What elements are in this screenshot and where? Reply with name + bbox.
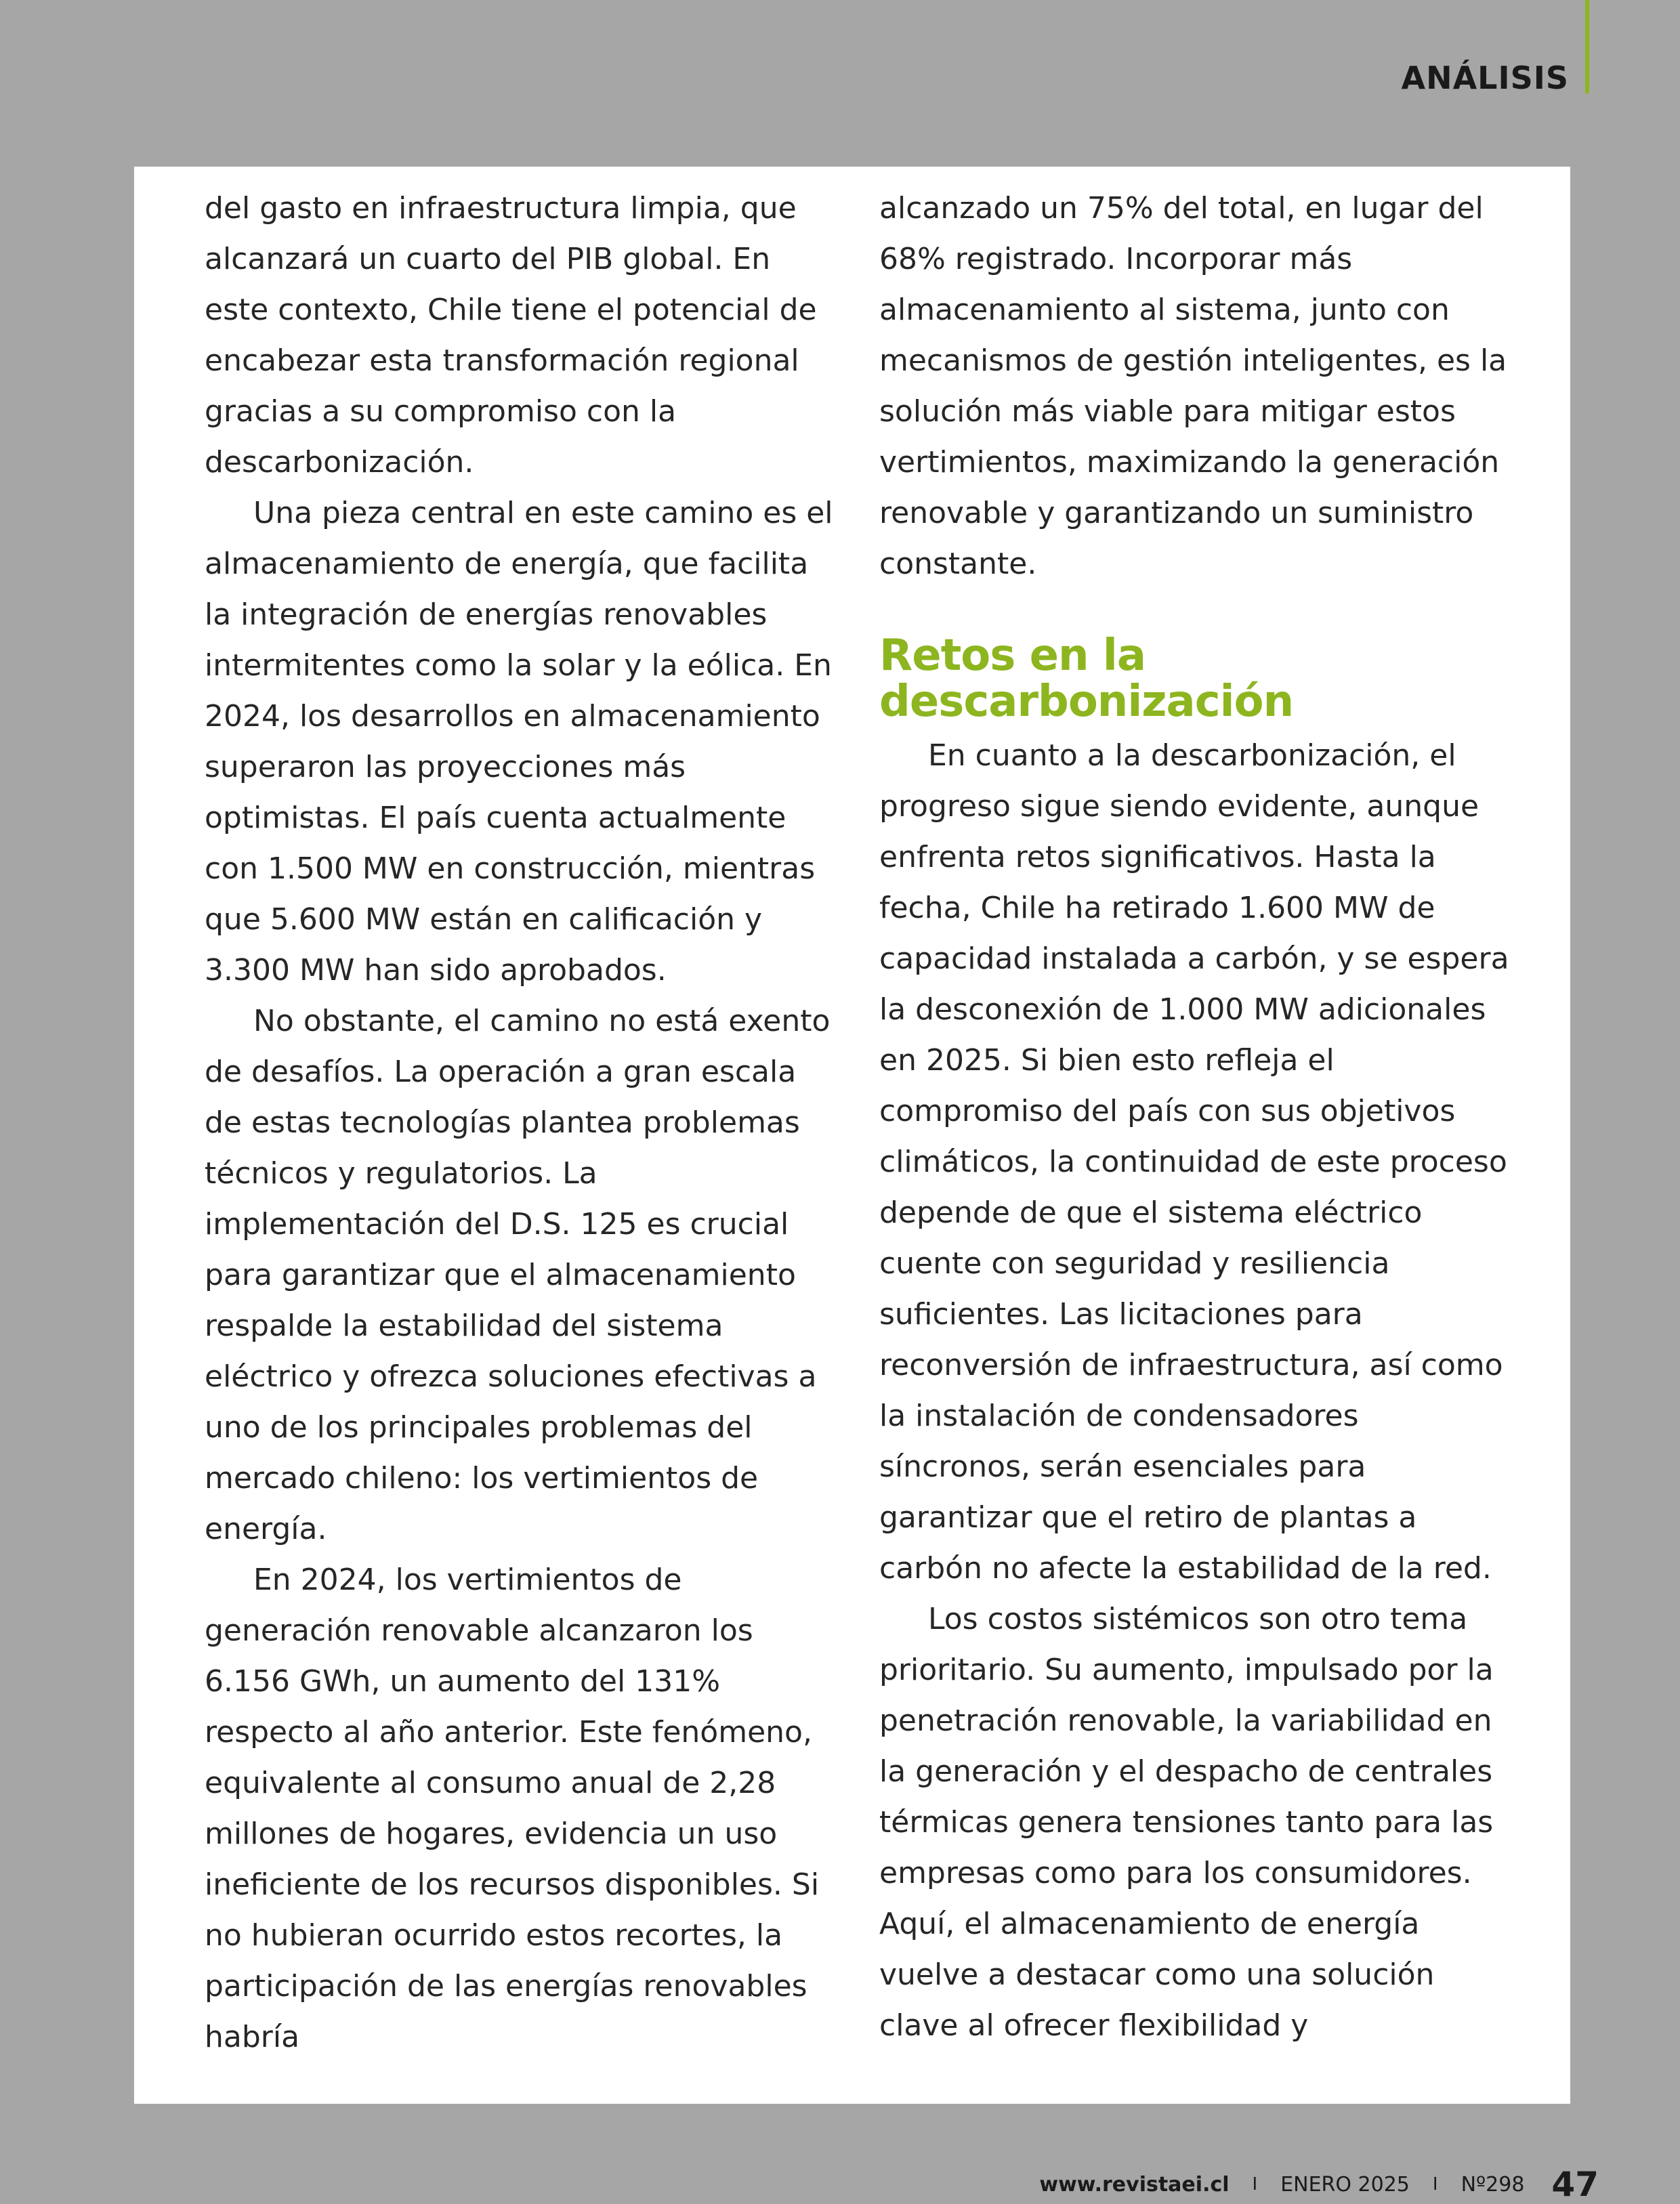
section-accent-bar <box>1585 0 1589 93</box>
paragraph: Una pieza central en este camino es el almacenamiento de energía, que facilita la integración de energías renovables intermitentes como la solar y la eólica. En 2024, los desarrollos en almacenamiento superaron las proyecciones más optimistas. El país cuenta actualmente con 1.500 MW en construcción, mientras que 5.600 MW están en calificación y 3.300 MW han sido aprobados. <box>205 496 833 988</box>
paragraph: del gasto en infraestructura limpia, que alcanzará un cuarto del PIB global. En este contexto, Chile tiene el potencial de encabezar esta transformación regional gracias a su compromiso con la descarbonización. <box>205 191 817 480</box>
article-panel <box>134 167 1570 2104</box>
section-heading <box>879 633 1513 725</box>
paragraph: Los costos sistémicos son otro tema prioritario. Su aumento, impulsado por la penetración renovable, la variabilidad en la generación y el despacho de centrales térmicas genera tensiones tanto para las empresas como para los consumidores. Aquí, el almacenamiento de energía vuelve a destacar como una solución clave al ofrecer flexibilidad y <box>879 1602 1494 2043</box>
paragraph: En 2024, los vertimientos de generación renovable alcanzaron los 6.156 GWh, un aumento del 131% respecto al año anterior. Este fenómeno, equivalente al consumo anual de 2,28 millones de hogares, evidencia un uso ineficiente de los recursos disponibles. Si no hubieran ocurrido estos recortes, la participación de las energías renovables habría <box>205 1563 820 2054</box>
footer-separator: I <box>1432 2174 1438 2195</box>
paragraph: No obstante, el camino no está exento de desafíos. La operación a gran escala de estas tecnologías plantea problemas técnicos y regulatorios. La implementación del D.S. 125 es crucial para garantizar que el almacenamiento respalde la estabilidad del sistema eléctrico y ofrezca soluciones efectivas a uno de los principales problemas del mercado chileno: los vertimientos de energía. <box>205 1004 831 1546</box>
website-link[interactable]: www.revistaei.cl <box>1039 2172 1230 2197</box>
article-column-left <box>205 183 835 2062</box>
paragraph: alcanzado un 75% del total, en lugar del 68% registrado. Incorporar más almacenamiento al sistema, junto con mecanismos de gestión inteligentes, es la solución más viable para mitigar estos vertimientos, maximizando la generación renovable y garantizando un suministro constante. <box>879 191 1507 581</box>
page-footer <box>1039 2165 1599 2204</box>
issue-number: Nº298 <box>1461 2172 1525 2197</box>
article-column-right <box>879 183 1513 2051</box>
issue-date: ENERO 2025 <box>1280 2172 1410 2197</box>
section-heading-line: Retos en la <box>879 631 1146 681</box>
section-label: ANÁLISIS <box>1401 60 1569 96</box>
paragraph: En cuanto a la descarbonización, el progreso sigue siendo evidente, aunque enfrenta retos significativos. Hasta la fecha, Chile ha retirado 1.600 MW de capacidad instalada a carbón, y se espera la desconexión de 1.000 MW adicionales en 2025. Si bien esto refleja el compromiso del país con sus objetivos climáticos, la continuidad de este proceso depende de que el sistema eléctrico cuente con seguridad y resiliencia suficientes. Las licitaciones para reconversión de infraestructura, así como la instalación de condensadores síncronos, serán esenciales para garantizar que el retiro de plantas a carbón no afecte la estabilidad de la red. <box>879 738 1509 1586</box>
footer-separator: I <box>1252 2174 1258 2195</box>
section-heading-line: descarbonización <box>879 677 1294 727</box>
page-number: 47 <box>1551 2165 1599 2204</box>
